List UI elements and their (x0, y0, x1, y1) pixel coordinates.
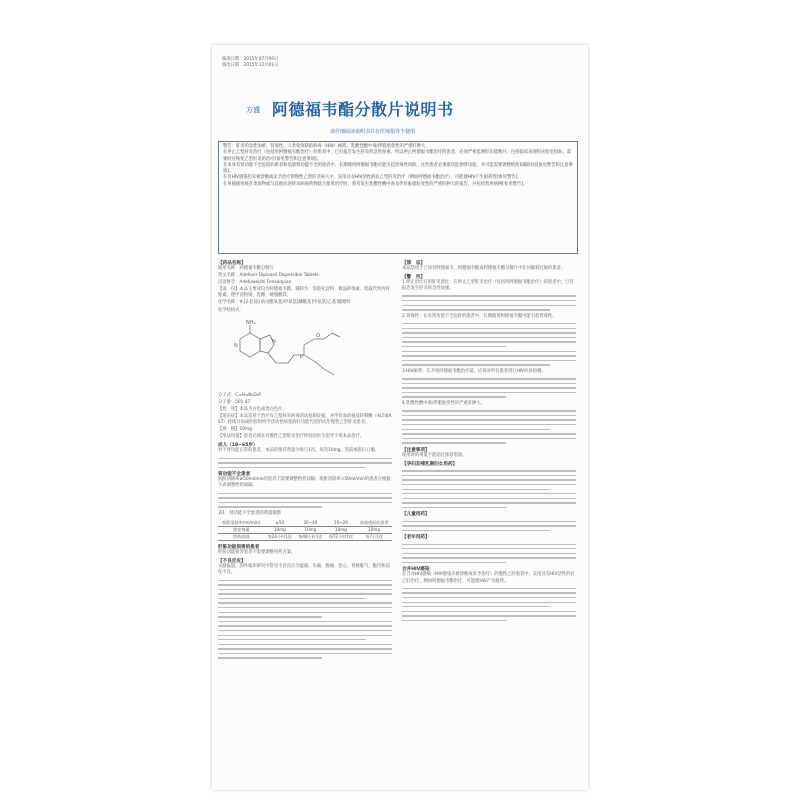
adverse-heading: 【不良反应】 (218, 559, 246, 565)
caution-text: 使用时的剂量不能超过推荐剂量。 (402, 452, 467, 458)
table-cell: 每72小时1次 (326, 534, 357, 541)
hepatic-text: 肝脏功能损害患者不需要调整用药方案。 (218, 550, 296, 556)
character: 【性 状】本品为白色或类白色片。 (218, 406, 287, 412)
contraindication-text: 本品禁用于已知对阿德福韦、阿德福韦酯或阿德福韦酯分散片中任何辅料过敏的患者。 (402, 266, 566, 271)
text-line (218, 648, 392, 649)
warning-item: 1.停止治疗后的肝炎恶化：在停止乙型肝炎治疗（包括用阿德福韦酯治疗）的患者中，已有报告发生肝炎的急性加重。 (402, 280, 574, 292)
text-line (402, 295, 576, 296)
text-line (402, 606, 550, 607)
text-line (402, 507, 506, 508)
text-line (402, 424, 576, 425)
table-cell: 30~49 (295, 520, 326, 527)
molecular-weight: 分子量：501.47 (218, 399, 251, 405)
text-line (402, 592, 576, 593)
text-line (402, 355, 576, 356)
chemical-structure (218, 315, 392, 393)
text-line (218, 497, 392, 498)
text-line (218, 580, 392, 581)
composition: 【成 份】本品主要成份为阿德福韦酯。辅料为：预胶化淀粉、微晶纤维素、低取代羟丙纤维素、羧甲淀粉钠、乳糖、硬脂酸镁。 (218, 287, 390, 299)
specification: 【规 格】10mg (218, 427, 252, 433)
text-line (402, 378, 576, 379)
child-heading: 【儿童用药】 (402, 512, 430, 518)
text-line (218, 630, 392, 631)
table-cell: 血液透析的患者 (356, 520, 392, 527)
text-line (402, 346, 506, 347)
approval-date: 核准日期：2015年07月09日 (222, 57, 279, 62)
table-cell: 10mg (356, 527, 392, 534)
leaflet-sheet (212, 45, 588, 790)
table-cell: 10mg (265, 527, 296, 534)
text-line (402, 498, 576, 499)
table-cell: 10~29 (326, 520, 357, 527)
text-line (402, 562, 506, 563)
text-line (402, 475, 576, 476)
adverse-text: 文献报道，国外临床研究中常见不良反应为虚弱、头痛、腹痛、恶心、胃肠胀气、腹泻和消化不良。 (218, 564, 390, 576)
text-line (402, 588, 576, 589)
text-line (218, 502, 392, 503)
text-line (402, 502, 576, 503)
text-line (402, 410, 576, 411)
warning-item: 4.乳酸性酸中毒/伴脂肪变性的严重肝肿大。 (402, 401, 485, 407)
pinyin-name: 汉语拼音：Adefuweizhi Fensanpian (218, 280, 292, 286)
text-line (402, 602, 576, 603)
adult-heading: 成人（18~65岁） (218, 443, 258, 449)
table-row (218, 534, 392, 541)
english-name: 英文名称：Adefovir Dipivoxil Dispersible Tablets (218, 273, 319, 279)
drug-name-heading: 【药品名称】 (218, 261, 246, 266)
text-line (218, 493, 392, 494)
text-line (218, 598, 366, 599)
document-title: 阿德福韦酯分散片说明书 (272, 100, 454, 119)
table-cell: 推荐剂量 (218, 527, 265, 534)
text-line (402, 611, 576, 612)
chemical-name: 化学名称：9-[2-[[双[(新戊酰氧基)甲氧基]膦酰基]甲氧基]乙基]腺嘌呤 (218, 300, 351, 306)
text-line (218, 467, 366, 468)
text-line (218, 625, 392, 626)
table-cell: 每48小时1次 (295, 534, 326, 541)
text-line (402, 493, 576, 494)
table-cell: 每7天1次 (356, 534, 392, 541)
text-line (402, 337, 576, 338)
text-line (402, 470, 576, 471)
text-line (402, 309, 550, 310)
svg-text:NH₂: NH₂ (246, 319, 256, 326)
hiv-heading: 合并HIV感染 (402, 567, 430, 573)
svg-text:P: P (300, 354, 304, 361)
text-line (402, 438, 576, 439)
table-cell: 10mg (295, 527, 326, 534)
text-line (402, 548, 576, 549)
approval-dates (222, 57, 278, 69)
table-row (218, 527, 392, 534)
warning-heading: 【警 告】 (402, 275, 425, 281)
revision-date: 修改日期：2015年12月01日 (222, 63, 279, 69)
text-line (402, 479, 576, 480)
right-column (402, 258, 576, 783)
text-line (402, 553, 576, 554)
molecular-formula: 分子式：C₂₀H₃₂N₅O₈P (218, 392, 261, 398)
text-line (402, 396, 506, 397)
text-line (218, 639, 366, 640)
structure-label: 化学结构式： (218, 307, 244, 313)
text-line (402, 392, 576, 393)
text-line (402, 332, 576, 333)
table-header-row (218, 520, 392, 527)
table-cell: 10mg (326, 527, 357, 534)
text-line (218, 612, 392, 613)
text-line (402, 305, 576, 306)
text-line (402, 419, 576, 420)
text-line (218, 462, 392, 463)
table-cell: 每24小时1次 (265, 534, 296, 541)
text-line (218, 593, 392, 594)
warning-line: 警告：肝炎的急性加重、肾毒性、人类免疫缺陷病毒（HIV）耐药、乳酸性酸中毒/伴脂肪变性的严重肝肿大。 (223, 144, 430, 149)
text-line (402, 383, 576, 384)
indication: 【适应症】本品适用于治疗有乙型肝炎病毒活动复制证据，并伴有血清氨基转移酶（ALT或AST）持续升高或肝脏组织学活动性病变的肝功能代偿的成年慢性乙型肝炎患者。 (218, 413, 392, 426)
text-line (218, 644, 392, 645)
svg-text:N: N (272, 338, 276, 345)
warning-line: 在单独使用核苷类似物或与其他抗逆转录病毒药物联合使用治疗时，曾有发生乳酸性酸中毒及伴肝脏脂肪变性的严重肝肿大的报告，并包括致死病例[参见警告]。 (223, 181, 528, 187)
renal-heading: 肾功能不全患者 (218, 472, 251, 478)
text-line (218, 506, 322, 507)
hepatic-heading: 肝脏功能损害的患者 (218, 545, 260, 551)
brand-logo: 方盛 (246, 106, 260, 114)
text-line (402, 341, 576, 342)
text-line (402, 300, 576, 301)
boxed-warning (218, 141, 578, 254)
text-line (402, 521, 576, 522)
text-line (402, 525, 576, 526)
text-line (402, 429, 550, 430)
text-line (218, 589, 392, 590)
text-line (402, 442, 506, 443)
generic-name: 通用名称：阿德福韦酯分散片 (218, 266, 274, 271)
text-line (218, 458, 392, 459)
table-cell: ≥50 (265, 520, 296, 527)
document-subtitle: 请仔细阅读说明书并在医师指导下使用 (330, 129, 416, 135)
table-title: 表1：肾功能不全患者的剂量调整 (218, 511, 281, 517)
text-line (218, 621, 392, 622)
text-line (402, 530, 550, 531)
structure-diagram-icon (228, 319, 348, 391)
warning-item: 2.肾毒性：在有肾功能不全危险的患者中，长期使用阿德福韦酯可能引起肾毒性。 (402, 313, 557, 319)
caution-heading: 【注意事项】 (402, 447, 430, 453)
elder-heading: 【老年用药】 (402, 535, 430, 541)
svg-text:O: O (316, 332, 320, 339)
text-line (218, 653, 392, 654)
text-line (218, 607, 392, 608)
text-line (402, 415, 576, 416)
usage-dosage: 【用法用量】患者必须在有慢性乙型肝炎治疗经验的医生指导下用本品治疗。 (218, 434, 365, 440)
contraindication-heading: 【禁 忌】 (402, 261, 425, 266)
text-line (402, 328, 576, 329)
dose-adjustment-table (218, 520, 392, 541)
text-line (402, 484, 576, 485)
svg-text:N: N (234, 342, 238, 349)
text-line (402, 557, 576, 558)
warning-item: 3.HIV耐药：在开始阿德福韦酯治疗前，应该对所有患者进行HIV抗体检测。 (402, 368, 546, 374)
text-line (218, 584, 392, 585)
text-line (402, 597, 576, 598)
warning-line: 在本身有肾功能不全危险的患者和基础肾功能不全的患者中，长期使用阿德福韦酯可能引起肾毒性风险。这些患者必须密切监测肾功能，并可能需要调整给药间隔时间[参见警告和注意事项]。 (223, 162, 573, 175)
table-cell: 给药间隔 (218, 534, 265, 541)
text-line (402, 620, 506, 621)
warning-line: 在有HIV感染但未被诊断或未予治疗的慢性乙型肝炎病人中，采用具有HIV活性的抗乙型肝炎治疗（例如阿德福韦酯治疗），可能使HIV产生耐药性[参见警告]。 (223, 175, 522, 181)
text-line (402, 387, 576, 388)
text-line (218, 602, 392, 603)
pregnancy-heading: 【孕妇及哺乳期妇女用药】 (402, 462, 458, 468)
text-line (402, 544, 576, 545)
text-line (402, 615, 576, 616)
warning-line: 在停止乙型肝炎治疗（包括用阿德福韦酯治疗）的患者中，已有报告发生肝炎的急性加重。所以停止阿德福韦酯治疗的患者，必须严密监测肝功能数月，包括临床表现和实验室指标，需要时应恢复乙型肝炎的治疗[参见警告和注意事项]。 (223, 150, 572, 162)
text-line (402, 323, 576, 324)
hiv-text: 在合并HIV感染（HIV感染未被诊断或未予治疗）的慢性乙肝患者中，采用具有HIV活性的抗乙肝治疗，例如阿德福韦酯治疗，可能使HIV产生耐药。 (402, 572, 575, 584)
text-line (402, 351, 576, 352)
text-line (402, 364, 550, 365)
text-line (402, 433, 576, 434)
text-line (402, 489, 550, 490)
text-line (218, 635, 392, 636)
text-line (218, 657, 322, 658)
text-line (218, 616, 322, 617)
table-cell: 肌酐清除率(ml/min) (218, 520, 265, 527)
renal-text: 肌酐清除率≥50ml/min的患者不需要调整给药间隔；肌酐清除率<50ml/min的患者应根据下表调整给药间隔。 (218, 477, 391, 489)
text-line (402, 360, 576, 361)
adult-text: 对于肾功能正常的患者，本品的推荐剂量为每日1次，每次10mg，饭前或饭后口服。 (218, 448, 380, 454)
left-column (218, 258, 392, 783)
